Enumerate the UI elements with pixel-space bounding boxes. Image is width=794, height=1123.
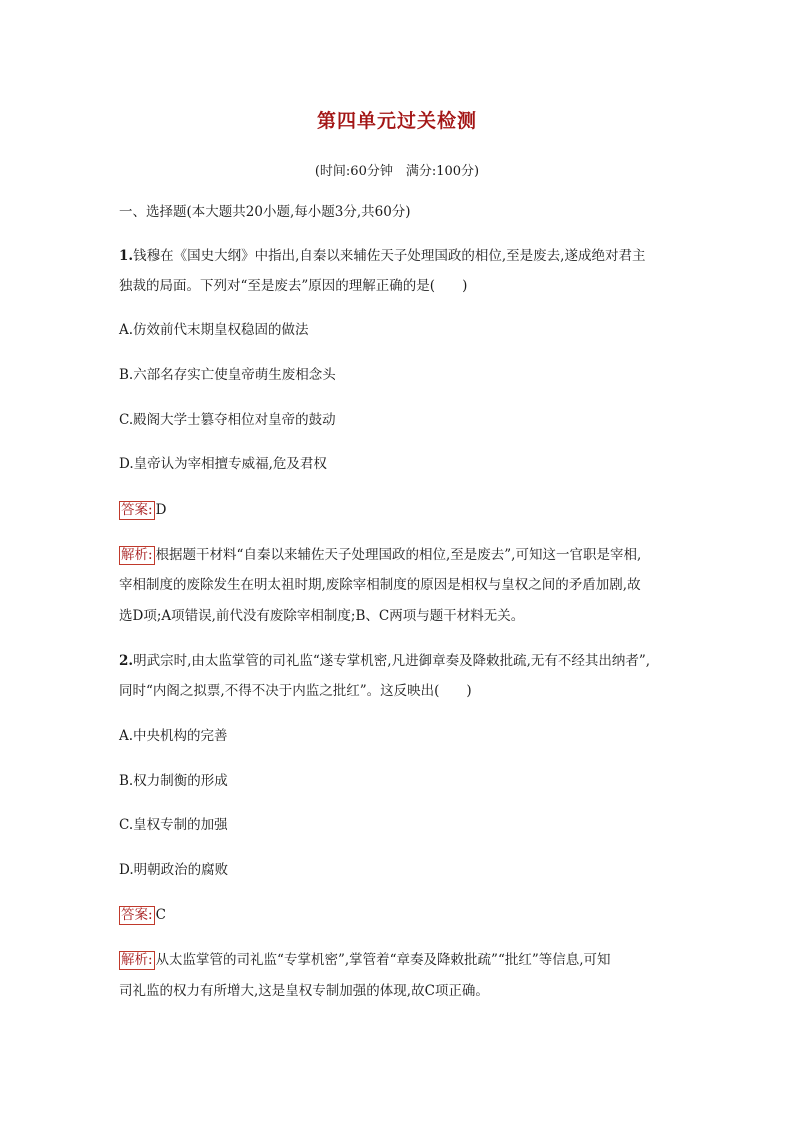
analysis-label: 解析: [121, 547, 153, 563]
answer-label: 答案: [121, 907, 153, 923]
analysis-label: 解析: [121, 952, 153, 968]
question-2-option-c: C.皇权专制的加强 [119, 817, 228, 833]
question-1-analysis-line-2: 宰相制度的废除发生在明太祖时期,废除宰相制度的原因是相权与皇权之间的矛盾加剧,故 [119, 577, 641, 593]
question-2-analysis-line-2: 司礼监的权力有所增大,这是皇权专制加强的体现,故C项正确。 [119, 983, 489, 999]
answer-label: 答案: [121, 502, 153, 518]
question-1-option-a: A.仿效前代末期皇权稳固的做法 [119, 322, 309, 338]
page-title: 第四单元过关检测 [316, 110, 477, 132]
question-1-number: 1. [119, 248, 134, 264]
question-1-analysis-line-1: 解析: 根据题干材料“自秦以来辅佐天子处理国政的相位,至是废去”,可知这一官职是宰相, [121, 547, 642, 563]
question-2-number: 2. [119, 653, 134, 669]
question-1-answer [119, 500, 679, 520]
exam-meta: (时间:60分钟 满分:100分) [314, 164, 480, 179]
answer-value: C [155, 907, 166, 923]
question-2-option-a: A.中央机构的完善 [119, 728, 228, 744]
question-2-analysis-line-1: 解析: 从太监掌管的司礼监“专掌机密”,掌管着“章奏及降敕批疏”“批红”等信息,可知 [121, 952, 611, 968]
question-1-option-b: B.六部名存实亡使皇帝萌生废相念头 [119, 367, 336, 383]
answer-value: D [155, 502, 167, 518]
question-1-analysis-line-3: 选D项;A项错误,前代没有废除宰相制度;B、C两项与题干材料无关。 [119, 608, 525, 624]
question-2-line-2: 同时“内阁之拟票,不得不决于内监之批红”。这反映出( ) [119, 683, 472, 699]
section-heading: 一、选择题(本大题共20小题,每小题3分,共60分) [119, 204, 411, 220]
question-2-option-d: D.明朝政治的腐败 [119, 862, 229, 878]
question-1-line-1: 1.钱穆在《国史大纲》中指出,自秦以来辅佐天子处理国政的相位,至是废去,遂成绝对君主 [119, 248, 646, 264]
question-2-answer [119, 905, 679, 925]
question-1-option-c: C.殿阁大学士篡夺相位对皇帝的鼓动 [119, 412, 336, 428]
question-1-option-d: D.皇帝认为宰相擅专威福,危及君权 [119, 456, 327, 472]
question-2-line-1: 2.明武宗时,由太监掌管的司礼监“遂专掌机密,凡进御章奏及降敕批疏,无有不经其出纳者”, [119, 653, 651, 669]
question-2-option-b: B.权力制衡的形成 [119, 773, 228, 789]
question-1-line-2: 独裁的局面。下列对“至是废去”原因的理解正确的是( ) [119, 278, 468, 294]
